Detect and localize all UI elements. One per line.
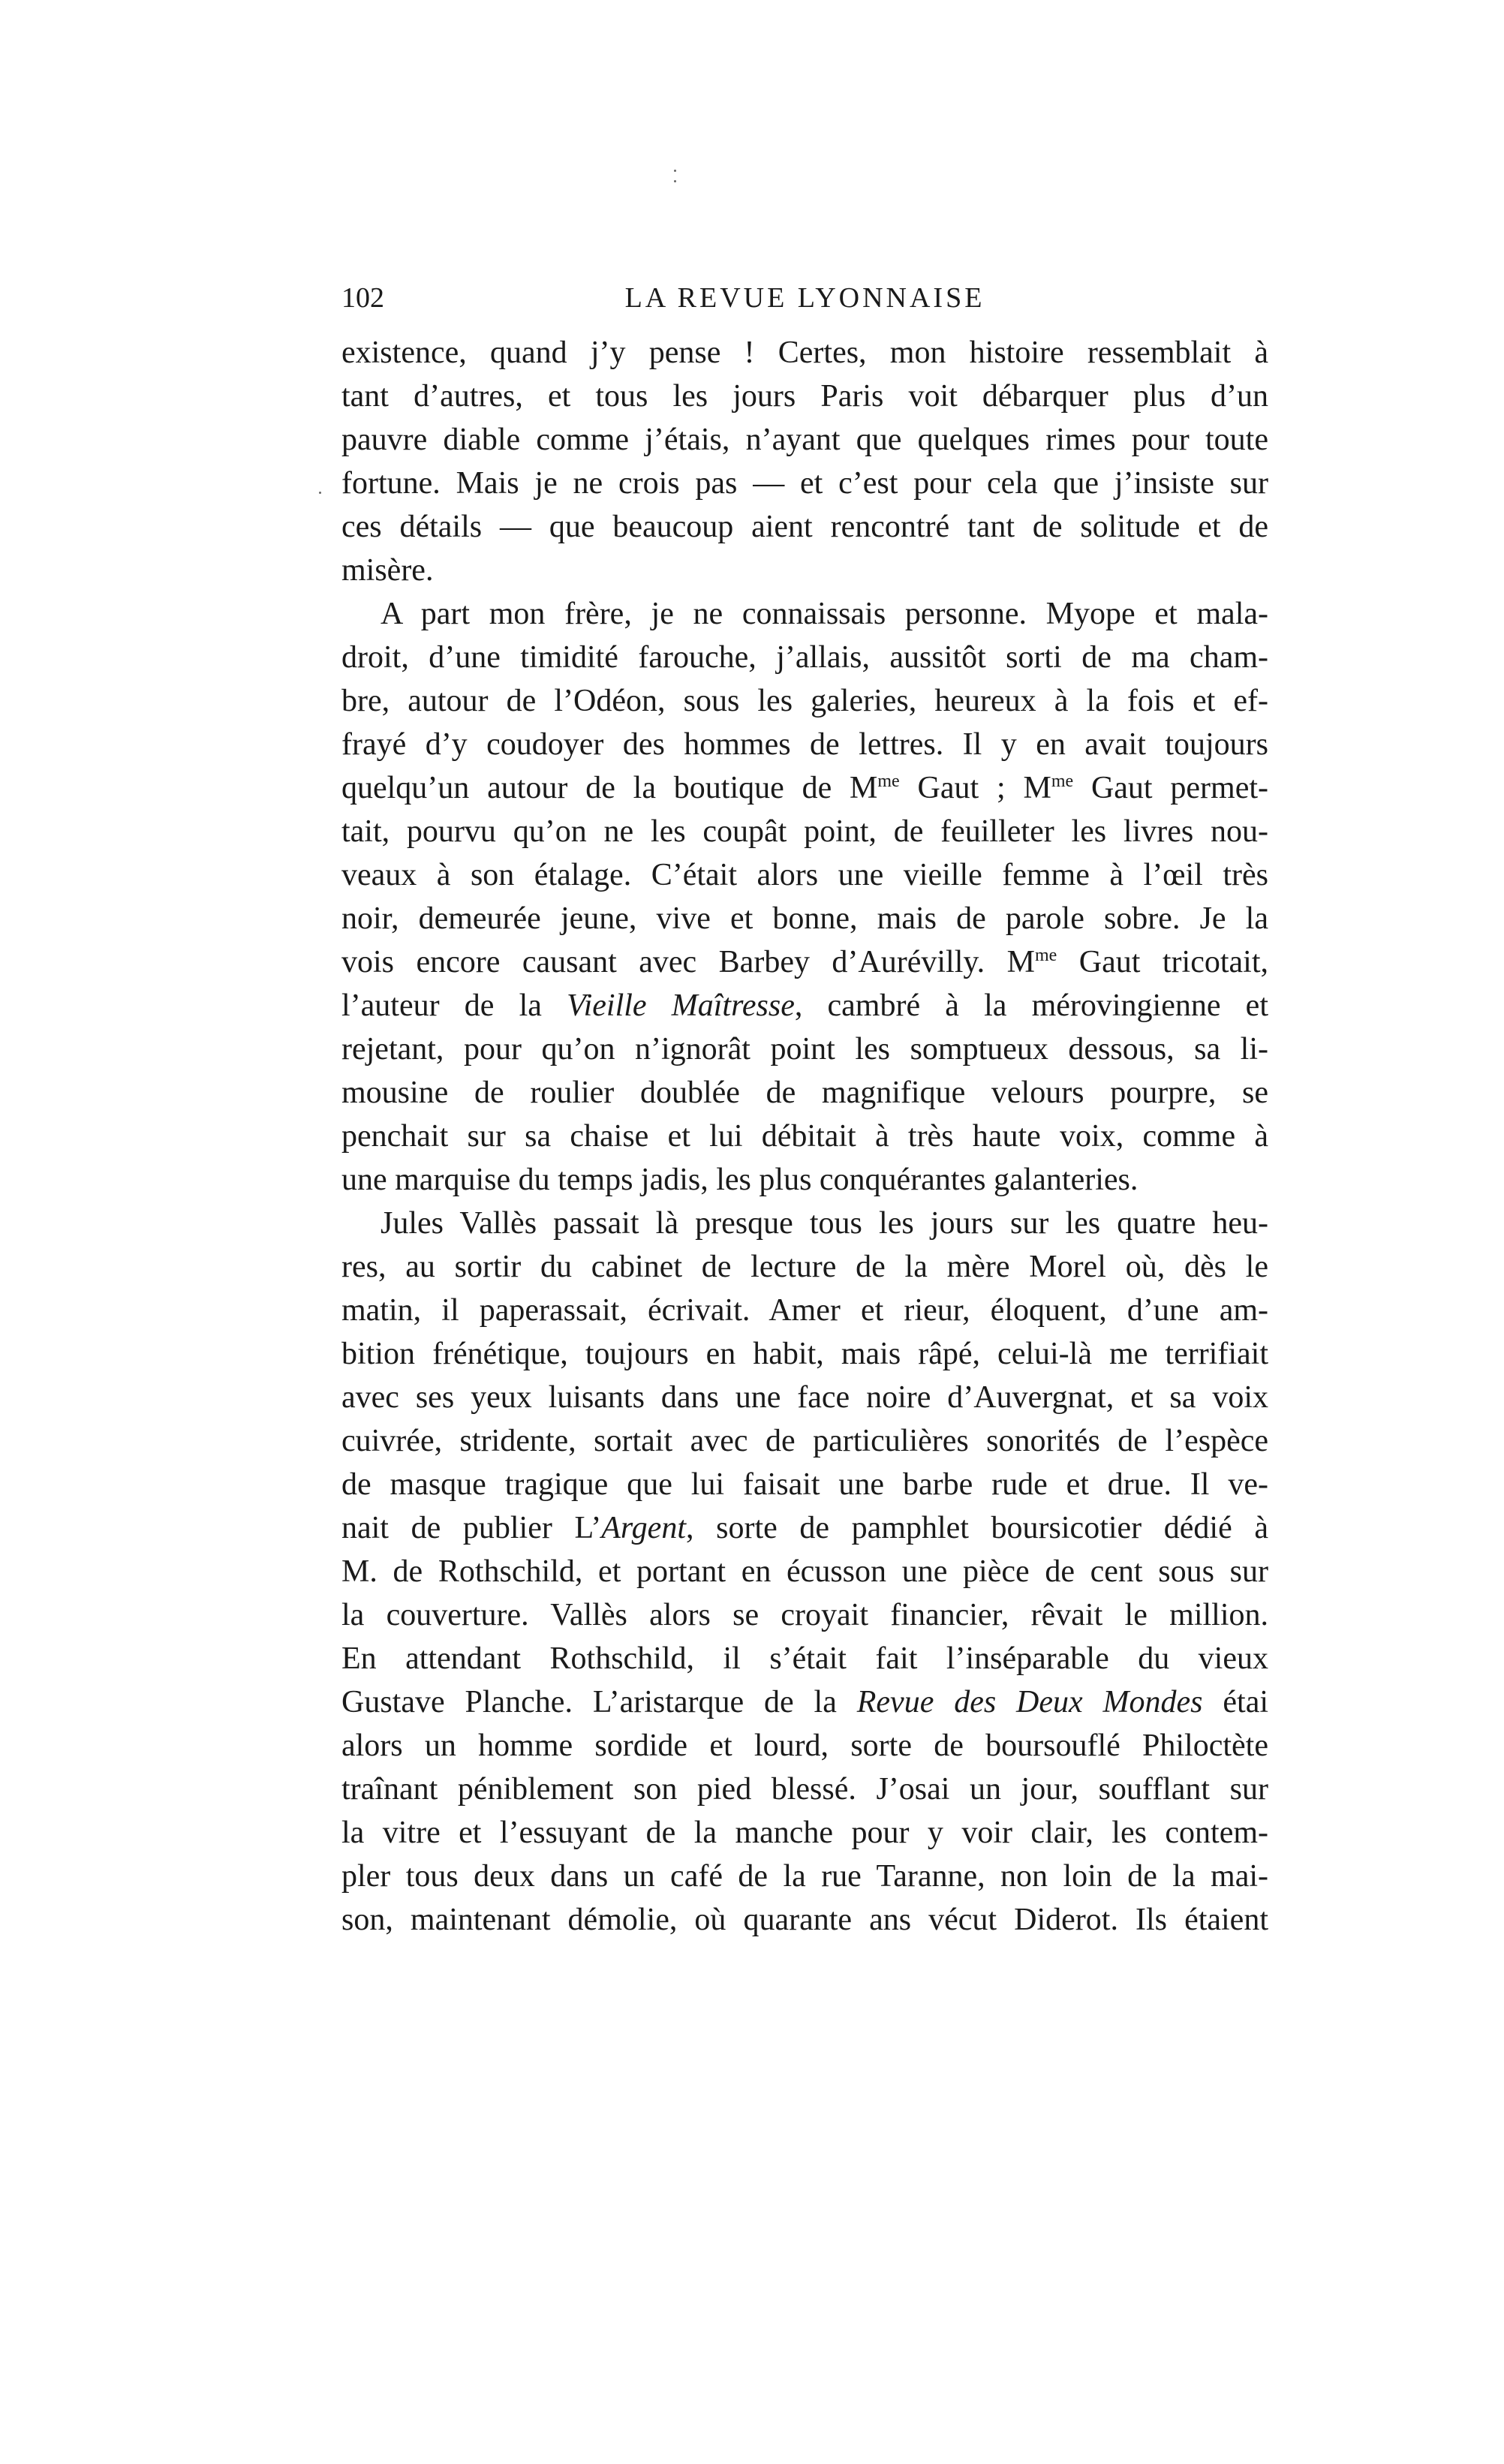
text-line — [341, 853, 1268, 897]
text-line — [341, 810, 1268, 853]
italic-title: Vieille Maîtresse — [567, 988, 795, 1023]
text-line — [341, 1680, 1268, 1724]
text-line — [341, 462, 1268, 505]
text-run: nait de publier L’ — [341, 1511, 602, 1545]
text-run: res, au sortir du cabinet de lecture de la mère Morel où, dès le — [341, 1250, 1268, 1284]
paragraph — [341, 331, 1268, 592]
text-line — [341, 549, 1268, 592]
text-run: rejetant, pour qu’on n’ignorât point les somptueux dessous, sa li- — [341, 1032, 1268, 1067]
print-speck — [674, 180, 676, 182]
text-run: traînant péniblement son pied blessé. J’osai un jour, soufflant sur — [341, 1772, 1268, 1807]
text-run: penchait sur sa chaise et lui débitait à très haute voix, comme à — [341, 1119, 1268, 1154]
text-line — [341, 1202, 1268, 1245]
text-run: pler tous deux dans un café de la rue Taranne, non loin de la mai- — [341, 1859, 1268, 1894]
page-number: 102 — [341, 282, 384, 314]
text-line — [341, 1332, 1268, 1376]
body-text — [341, 331, 1268, 1942]
text-line — [341, 1811, 1268, 1855]
text-run: Gaut tricotait, — [1057, 945, 1268, 979]
text-line — [341, 1724, 1268, 1768]
text-line — [341, 1506, 1268, 1550]
text-run: , cambré à la mérovingienne et — [794, 988, 1268, 1023]
text-run: matin, il paperassait, écrivait. Amer et rieur, éloquent, d’une am- — [341, 1293, 1268, 1328]
text-run: bition frénétique, toujours en habit, mais râpé, celui-là me terrifiait — [341, 1337, 1268, 1371]
text-run: Gaut ; M — [899, 771, 1051, 805]
text-line — [341, 679, 1268, 723]
text-run: M. de Rothschild, et portant en écusson une pièce de cent sous sur — [341, 1554, 1268, 1589]
text-run: tait, pourvu qu’on ne les coupât point, de feuilleter les livres nou- — [341, 814, 1268, 849]
text-line — [341, 1550, 1268, 1593]
text-run: fortune. Mais je ne crois pas — et c’est pour cela que j’insiste sur — [341, 466, 1268, 501]
text-line — [341, 1071, 1268, 1115]
text-run: une marquise du temps jadis, les plus conquérantes galanteries. — [341, 1163, 1139, 1197]
running-head — [341, 279, 1268, 317]
italic-title: Revue des Deux Mondes — [856, 1685, 1203, 1719]
text-line — [341, 1115, 1268, 1158]
text-run: étai — [1202, 1685, 1269, 1719]
text-line — [341, 1027, 1268, 1071]
text-line — [341, 592, 1268, 636]
text-run: l’auteur de la — [341, 988, 567, 1023]
text-run: misère. — [341, 553, 434, 588]
text-line — [341, 723, 1268, 766]
text-run: bre, autour de l’Odéon, sous les galeries, heureux à la fois et ef- — [341, 684, 1268, 718]
journal-title: LA REVUE LYONNAISE — [624, 282, 985, 314]
text-line — [341, 984, 1268, 1027]
text-run: existence, quand j’y pense ! Certes, mon histoire ressemblait à — [341, 335, 1268, 370]
text-line — [341, 1158, 1268, 1202]
text-run: cuivrée, stridente, sortait avec de particulières sonorités de l’espèce — [341, 1424, 1268, 1458]
text-run: la vitre et l’essuyant de la manche pour y voir clair, les contem- — [341, 1816, 1268, 1850]
text-run: En attendant Rothschild, il s’était fait l’inséparable du vieux — [341, 1641, 1268, 1676]
text-run: avec ses yeux luisants dans une face noire d’Auvergnat, et sa voix — [341, 1380, 1268, 1415]
text-line — [341, 1376, 1268, 1419]
text-line — [341, 331, 1268, 375]
text-line — [341, 1289, 1268, 1332]
text-run: veaux à son étalage. C’était alors une vieille femme à l’œil très — [341, 858, 1268, 892]
text-run: quelqu’un autour de la boutique de M — [341, 771, 878, 805]
text-line — [341, 940, 1268, 984]
text-run: de masque tragique que lui faisait une barbe rude et drue. Il ve- — [341, 1467, 1268, 1502]
text-line — [341, 1245, 1268, 1289]
superscript: me — [877, 772, 900, 791]
text-line — [341, 1419, 1268, 1463]
text-run: vois encore causant avec Barbey d’Aurévilly. M — [341, 945, 1035, 979]
text-run: Gaut permet- — [1073, 771, 1268, 805]
text-run: la couverture. Vallès alors se croyait financier, rêvait le million. — [341, 1598, 1268, 1632]
text-run: Jules Vallès passait là presque tous les jours sur les quatre heu- — [381, 1206, 1268, 1241]
text-line — [341, 636, 1268, 679]
text-run: , sorte de pamphlet boursicotier dédié à — [686, 1511, 1268, 1545]
text-run: tant d’autres, et tous les jours Paris voit débarquer plus d’un — [341, 379, 1268, 414]
print-speck — [319, 492, 321, 494]
text-line — [341, 418, 1268, 462]
text-line — [341, 897, 1268, 940]
paragraph — [341, 592, 1268, 1202]
text-line — [341, 505, 1268, 549]
text-line — [341, 1898, 1268, 1942]
text-run: noir, demeurée jeune, vive et bonne, mais de parole sobre. Je la — [341, 901, 1268, 936]
text-run: ces détails — que beaucoup aient rencontré tant de solitude et de — [341, 510, 1268, 544]
text-line — [341, 1593, 1268, 1637]
text-line — [341, 1463, 1268, 1506]
text-run: Gustave Planche. L’aristarque de la — [341, 1685, 857, 1719]
text-run: droit, d’une timidité farouche, j’allais, aussitôt sorti de ma cham- — [341, 640, 1268, 675]
text-run: frayé d’y coudoyer des hommes de lettres. Il y en avait toujours — [341, 727, 1268, 762]
text-line — [341, 375, 1268, 418]
text-run: pauvre diable comme j’étais, n’ayant que quelques rimes pour toute — [341, 423, 1268, 457]
text-line — [341, 1855, 1268, 1898]
text-run: son, maintenant démolie, où quarante ans vécut Diderot. Ils étaient — [341, 1903, 1268, 1937]
text-line — [341, 766, 1268, 810]
paragraph — [341, 1202, 1268, 1942]
text-line — [341, 1768, 1268, 1811]
text-run: A part mon frère, je ne connaissais personne. Myope et mala- — [381, 597, 1268, 631]
superscript: me — [1034, 946, 1057, 965]
superscript: me — [1051, 772, 1074, 791]
text-run: mousine de roulier doublée de magnifique velours pourpre, se — [341, 1076, 1268, 1110]
text-line — [341, 1637, 1268, 1680]
italic-title: Argent — [601, 1511, 686, 1545]
text-run: alors un homme sordide et lourd, sorte de boursouflé Philoctète — [341, 1728, 1268, 1763]
print-speck — [674, 170, 676, 172]
